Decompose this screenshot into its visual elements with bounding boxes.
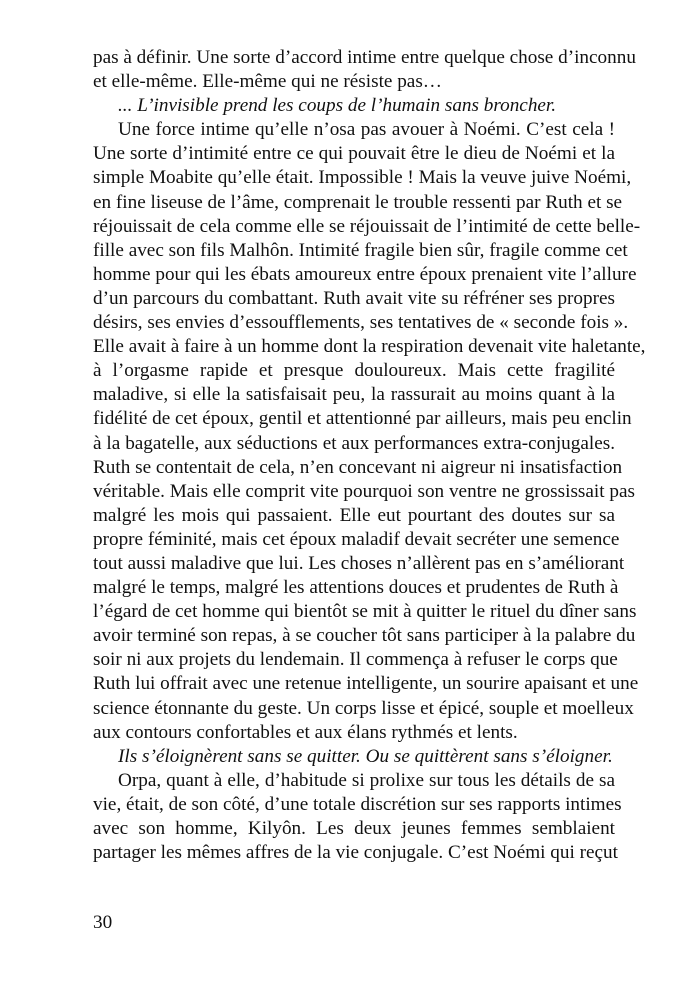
text-line: en fine liseuse de l’âme, comprenait le trouble ressenti par Ruth et se (93, 191, 623, 213)
italic-paragraph (93, 745, 615, 769)
text-line: science étonnante du geste. Un corps lisse et épicé, souple et moelleux (93, 697, 634, 719)
text-line: fille avec son fils Malhôn. Intimité fragile bien sûr, fragile comme cet (93, 239, 628, 261)
text-line: réjouissait de cela comme elle se réjouissait de l’intimité de cette belle- (93, 215, 641, 237)
text-line: avoir terminé son repas, à se coucher tôt sans participer à la palabre du (93, 625, 636, 647)
text-line: vie, était, de son côté, d’une totale discrétion sur ses rapports intimes (93, 793, 622, 815)
page-body-text (93, 46, 646, 865)
text-line: désirs, ses envies d’essoufflements, ses tentatives de « seconde fois ». (93, 312, 629, 334)
paragraph (93, 769, 622, 865)
text-line: véritable. Mais elle comprit vite pourquoi son ventre ne grossissait pas (93, 480, 635, 502)
italic-paragraph (93, 94, 615, 118)
text-line: ... L’invisible prend les coups de l’humain sans broncher. (118, 95, 557, 117)
text-line: pas à définir. Une sorte d’accord intime entre quelque chose d’inconnu (93, 47, 636, 68)
text-line: et elle-même. Elle-même qui ne résiste pas… (93, 71, 442, 93)
text-line: partager les mêmes affres de la vie conjugale. C’est Noémi qui reçut (93, 842, 618, 864)
text-line: Une sorte d’intimité entre ce qui pouvait être le dieu de Noémi et la (93, 143, 615, 165)
text-line: homme pour qui les ébats amoureux entre époux prenaient vite l’allure (93, 263, 637, 285)
text-line: avec son homme, Kilyôn. Les deux jeunes femmes semblaient (93, 818, 615, 839)
page-number: 30 (93, 912, 113, 933)
text-line: l’égard de cet homme qui bientôt se mit à quitter le rituel du dîner sans (93, 601, 637, 623)
text-line: à la bagatelle, aux séductions et aux performances extra-conjugales. (93, 432, 615, 454)
text-line: à l’orgasme rapide et presque douloureux. Mais cette fragilité (93, 360, 615, 382)
text-line: Ruth se contentait de cela, n’en concevant ni aigreur ni insatisfaction (93, 456, 623, 478)
paragraph (93, 46, 636, 94)
text-line: maladive, si elle la satisfaisait peu, la rassurait au moins quant à la (93, 384, 615, 406)
text-line: Ils s’éloignèrent sans se quitter. Ou se quittèrent sans s’éloigner. (118, 745, 613, 767)
text-line: d’un parcours du combattant. Ruth avait vite su réfréner ses propres (93, 287, 615, 309)
text-line: aux contours confortables et aux élans rythmés et lents. (93, 721, 518, 743)
text-line: Une force intime qu’elle n’osa pas avouer à Noémi. C’est cela ! (118, 119, 615, 141)
text-line: malgré le temps, malgré les attentions douces et prudentes de Ruth à (93, 577, 619, 599)
text-line: soir ni aux projets du lendemain. Il commença à refuser le corps que (93, 649, 618, 671)
text-line: Elle avait à faire à un homme dont la respiration devenait vite haletante, (93, 336, 646, 358)
text-line: malgré les mois qui passaient. Elle eut pourtant des doutes sur sa (93, 504, 615, 526)
text-line: tout aussi maladive que lui. Les choses n’allèrent pas en s’améliorant (93, 552, 625, 574)
text-line: propre féminité, mais cet époux maladif devait secréter une semence (93, 528, 620, 550)
paragraph (93, 118, 646, 744)
text-line: simple Moabite qu’elle était. Impossible ! Mais la veuve juive Noémi, (93, 167, 632, 189)
text-line: Ruth lui offrait avec une retenue intelligente, un sourire apaisant et une (93, 673, 639, 695)
text-line: Orpa, quant à elle, d’habitude si prolixe sur tous les détails de sa (118, 769, 615, 791)
text-line: fidélité de cet époux, gentil et attentionné par ailleurs, mais peu enclin (93, 408, 632, 430)
